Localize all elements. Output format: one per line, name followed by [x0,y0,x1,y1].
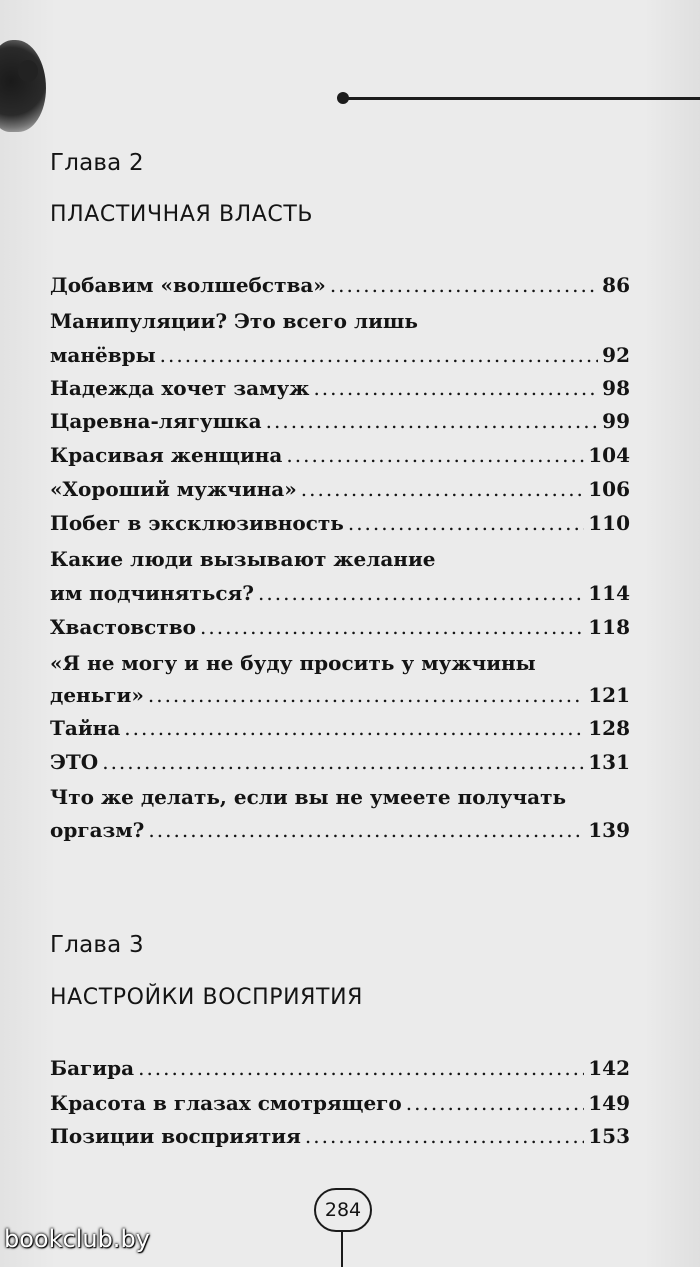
toc-entry-page: 149 [588,1091,630,1115]
toc-entry[interactable] [50,474,630,504]
ink-blot-spot [18,60,38,82]
dot-leader [286,440,584,470]
dot-leader [406,1088,584,1118]
dot-leader [258,578,584,608]
toc-entry-page: 114 [588,581,630,605]
toc-entry-title: «Хороший мужчина» [50,477,297,501]
toc-entry-title-line1: «Я не могу и не буду просить у мужчины [50,651,536,675]
toc-entry-page: 104 [588,443,630,467]
toc-entry[interactable] [50,406,630,436]
toc-entry-page: 139 [588,818,630,842]
toc-entry-page: 153 [588,1124,630,1148]
toc-entry-title: им подчиняться? [50,581,255,605]
toc-entry-page: 86 [602,273,630,297]
toc-entry-page: 99 [602,409,630,433]
dot-leader [148,815,584,845]
page-number-stem [341,1232,343,1267]
toc-entry-title: Тайна [50,716,121,740]
toc-entry-page: 121 [588,683,630,707]
toc-entry-page: 128 [588,716,630,740]
toc-entry-title: Побег в эксклюзивность [50,511,344,535]
dot-leader [102,747,584,777]
page-number-badge: 284 [314,1188,372,1232]
chapter-2-title: ПЛАСТИЧНАЯ ВЛАСТЬ [50,202,314,227]
dot-leader [313,373,598,403]
toc-entry-title: Багира [50,1056,135,1080]
chapter-3-label: Глава 3 [50,932,144,958]
toc-entry[interactable] [50,270,630,300]
toc-entry-title: Позиции восприятия [50,1124,301,1148]
dot-leader [160,340,599,370]
dot-leader [348,508,584,538]
toc-entry[interactable] [50,508,630,538]
dot-leader [266,406,599,436]
toc-entry-title-line1: Что же делать, если вы не умеете получать [50,785,567,809]
toc-entry-title: Надежда хочет замуж [50,376,310,400]
toc-entry[interactable] [50,440,630,470]
toc-entry-title-line1: Манипуляции? Это всего лишь [50,309,418,333]
dot-leader [330,270,598,300]
toc-entry-title: деньги» [50,683,144,707]
toc-entry-title: Красота в глазах смотрящего [50,1091,402,1115]
chapter-2-label: Глава 2 [50,150,144,176]
dot-leader [138,1053,584,1083]
toc-entry[interactable] [50,340,630,370]
toc-entry[interactable] [50,612,630,642]
toc-entry-page: 110 [588,511,630,535]
chapter-3-title: НАСТРОЙКИ ВОСПРИЯТИЯ [50,985,364,1010]
toc-entry[interactable] [50,680,630,710]
toc-entry[interactable] [50,1088,630,1118]
dot-leader [200,612,584,642]
toc-entry-page: 118 [588,615,630,639]
watermark-text: bookclub.by [4,1225,150,1253]
ink-blot [0,40,46,132]
toc-entry[interactable] [50,1121,630,1151]
toc-entry-page: 142 [588,1056,630,1080]
header-rule [346,97,700,100]
toc-entry-title: Царевна-лягушка [50,409,262,433]
toc-entry-title: Красивая женщина [50,443,283,467]
toc-entry-title-line1: Какие люди вызывают желание [50,547,436,571]
toc-entry-page: 98 [602,376,630,400]
toc-entry-page: 106 [588,477,630,501]
dot-leader [301,474,585,504]
toc-entry-title: Хвастовство [50,615,196,639]
toc-entry[interactable] [50,713,630,743]
toc-entry-title: Добавим «волшебства» [50,273,326,297]
toc-entry-page: 131 [588,750,630,774]
toc-entry[interactable] [50,747,630,777]
toc-entry-title: ЭТО [50,750,99,774]
toc-entry[interactable] [50,373,630,403]
toc-entry-title: манёвры [50,343,156,367]
toc-entry-page: 92 [602,343,630,367]
toc-entry[interactable] [50,578,630,608]
toc-entry[interactable] [50,1053,630,1083]
dot-leader [148,680,584,710]
dot-leader [124,713,584,743]
dot-leader [305,1121,584,1151]
toc-entry[interactable] [50,815,630,845]
toc-entry-title: оргазм? [50,818,145,842]
